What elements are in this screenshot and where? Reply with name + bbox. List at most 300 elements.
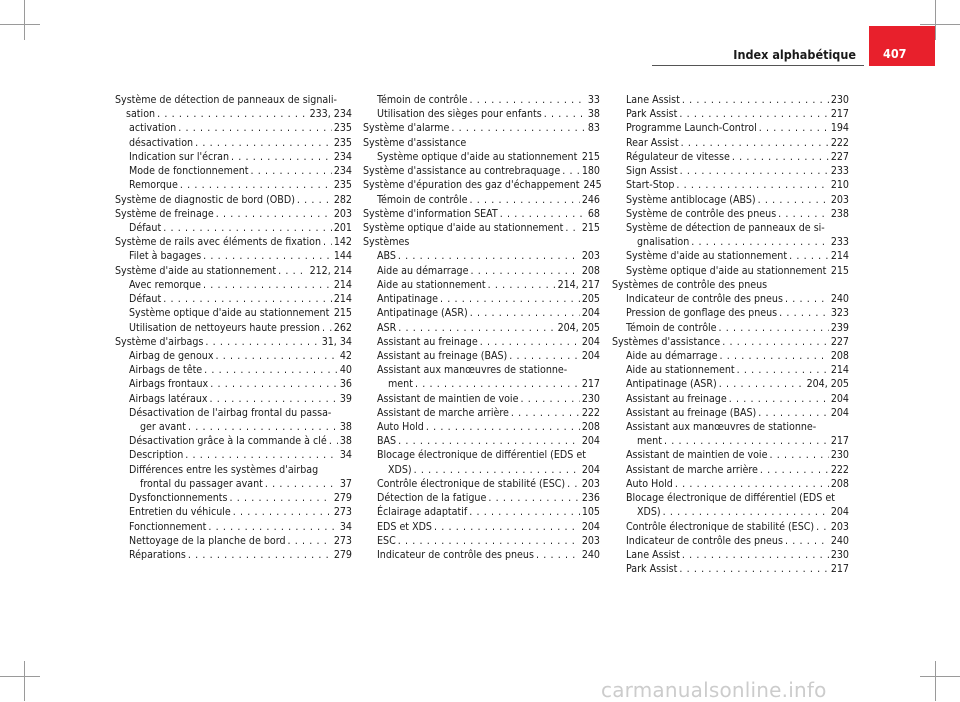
dot-leader: [398, 321, 555, 335]
index-entry: [612, 363, 849, 377]
dot-leader: [157, 107, 308, 121]
index-entry: [115, 335, 352, 349]
index-term: Auto Hold: [626, 477, 673, 491]
index-entry: [363, 349, 600, 363]
index-page-ref: 323: [831, 306, 849, 320]
index-entry: [115, 477, 352, 491]
index-page-ref: 204: [831, 505, 849, 519]
index-entry: [115, 434, 352, 448]
dot-leader: [680, 164, 829, 178]
index-entry: [115, 392, 352, 406]
index-page-ref: 38: [340, 434, 352, 448]
index-term: Régulateur de vitesse: [626, 150, 730, 164]
index-entry: [612, 93, 849, 107]
index-entry: [115, 406, 352, 420]
dot-leader: [675, 477, 829, 491]
index-entry: [612, 505, 849, 519]
dot-leader: [682, 93, 829, 107]
index-page-ref: 204, 205: [558, 321, 600, 335]
index-entry: [115, 221, 352, 235]
index-term: Lane Assist: [626, 93, 680, 107]
dot-leader: [789, 249, 829, 263]
index-term: Assistant aux manœuvres de stationne-: [626, 420, 816, 434]
index-page-ref: 235: [334, 136, 352, 150]
dot-leader: [440, 292, 580, 306]
index-term: XDS): [626, 505, 661, 519]
index-term: Avec remorque: [129, 278, 201, 292]
index-entry: [612, 264, 849, 278]
index-entry: [363, 434, 600, 448]
dot-leader: [469, 505, 580, 519]
index-page-ref: 203: [582, 534, 600, 548]
dot-leader: [231, 150, 332, 164]
index-term: Auto Hold: [377, 420, 424, 434]
index-page-ref: 222: [831, 463, 849, 477]
index-term: Système de rails avec éléments de fixation: [115, 235, 321, 249]
dot-leader: [470, 306, 580, 320]
index-page-ref: 230: [582, 392, 600, 406]
dot-leader: [426, 420, 580, 434]
index-page-ref: 234: [334, 164, 352, 178]
dot-leader: [664, 434, 829, 448]
index-term: Système antiblocage (ABS): [626, 193, 756, 207]
index-term: Assistant au freinage (BAS): [377, 349, 507, 363]
index-page-ref: 37: [340, 477, 352, 491]
index-term: Antipatinage: [377, 292, 438, 306]
index-entry: [612, 406, 849, 420]
index-page-ref: 215: [831, 264, 849, 278]
index-term: ASR: [377, 321, 396, 335]
dot-leader: [180, 178, 332, 192]
dot-leader: [565, 221, 579, 235]
index-page-ref: 204: [582, 335, 600, 349]
dot-leader: [265, 477, 338, 491]
index-page-ref: 215: [582, 221, 600, 235]
index-entry: [363, 207, 600, 221]
dot-leader: [195, 136, 332, 150]
index-page-ref: 217: [831, 434, 849, 448]
index-term: Utilisation des sièges pour enfants: [377, 107, 542, 121]
index-page-ref: 212, 214: [310, 264, 352, 278]
index-entry: [115, 193, 352, 207]
index-term: Contrôle électronique de stabilité (ESC): [626, 520, 814, 534]
index-page-ref: 214: [334, 292, 352, 306]
index-entry: [115, 420, 352, 434]
dot-leader: [414, 463, 580, 477]
dot-leader: [679, 562, 828, 576]
index-term: Systèmes: [363, 235, 409, 249]
index-entry: [612, 164, 849, 178]
index-page-ref: 204: [582, 520, 600, 534]
index-term: Témoin de contrôle: [626, 321, 717, 335]
index-entry: [363, 235, 600, 249]
index-page-ref: 204, 205: [807, 377, 849, 391]
crop-mark: [920, 676, 960, 677]
index-page-ref: 233: [831, 164, 849, 178]
index-page-ref: 222: [831, 136, 849, 150]
index-page-ref: 240: [831, 292, 849, 306]
index-term: Description: [129, 448, 183, 462]
dot-leader: [215, 349, 337, 363]
index-term: Airbag de genoux: [129, 349, 213, 363]
dot-leader: [769, 448, 828, 462]
index-term: Assistant de marche arrière: [377, 406, 509, 420]
index-column-3: [612, 93, 849, 576]
index-entry: [115, 121, 352, 135]
dot-leader: [322, 321, 332, 335]
index-page-ref: 215: [582, 150, 600, 164]
index-term: Désactivation grâce à la commande à clé: [129, 434, 327, 448]
index-entry: [612, 207, 849, 221]
index-entry: [115, 278, 352, 292]
index-page-ref: 203: [582, 249, 600, 263]
header-divider: [652, 65, 864, 66]
index-entry: [363, 292, 600, 306]
index-entry: [612, 292, 849, 306]
index-column-1: [115, 93, 352, 562]
index-term: Rear Assist: [626, 136, 679, 150]
index-entry: [612, 477, 849, 491]
index-page-ref: 203: [831, 193, 849, 207]
index-entry: [612, 121, 849, 135]
index-term: Entretien du véhicule: [129, 505, 231, 519]
index-page-ref: 234: [334, 150, 352, 164]
watermark: carmanualsonline.info: [601, 678, 956, 700]
dot-leader: [737, 363, 829, 377]
index-page-ref: 239: [831, 321, 849, 335]
index-entry: [612, 335, 849, 349]
index-term: Lane Assist: [626, 548, 680, 562]
dot-leader: [470, 264, 579, 278]
index-term: Assistant aux manœuvres de stationne-: [377, 363, 567, 377]
index-term: Système d'épuration des gaz d'échappement: [363, 178, 579, 192]
index-term: Aide au stationnement: [626, 363, 735, 377]
index-page-ref: 240: [831, 534, 849, 548]
index-term: ger avant: [129, 420, 186, 434]
dot-leader: [297, 193, 332, 207]
index-page-ref: 227: [831, 335, 849, 349]
index-page-ref: 273: [334, 505, 352, 519]
index-term: EDS et XDS: [377, 520, 432, 534]
index-term: Programme Launch-Control: [626, 121, 757, 135]
index-page-ref: 262: [334, 321, 352, 335]
index-entry: [612, 178, 849, 192]
dot-leader: [480, 335, 580, 349]
index-entry: [115, 264, 352, 278]
index-term: Assistant de marche arrière: [626, 463, 758, 477]
index-term: Pression de gonflage des pneus: [626, 306, 777, 320]
index-entry: [115, 548, 352, 562]
index-page-ref: 68: [588, 207, 600, 221]
index-page-ref: 230: [831, 548, 849, 562]
index-term: Système de détection de panneaux de signali-: [115, 93, 337, 107]
index-entry: [363, 221, 600, 235]
index-entry: [115, 178, 352, 192]
index-entry: [363, 164, 600, 178]
dot-leader: [816, 520, 829, 534]
index-term: Système d'alarme: [363, 121, 449, 135]
dot-leader: [785, 292, 829, 306]
index-term: Système d'assistance au contrebraquage: [363, 164, 560, 178]
dot-leader: [470, 193, 580, 207]
index-page-ref: 227: [831, 150, 849, 164]
index-term: Système optique d'aide au stationnement: [363, 221, 563, 235]
index-page-ref: 33: [588, 93, 600, 107]
dot-leader: [676, 178, 828, 192]
index-page-ref: 194: [831, 121, 849, 135]
dot-leader: [759, 121, 829, 135]
index-page-ref: 236: [582, 491, 600, 505]
index-page-ref: 240: [582, 548, 600, 562]
crop-mark: [0, 24, 40, 25]
dot-leader: [722, 335, 829, 349]
dot-leader: [233, 505, 332, 519]
index-term: Indicateur de contrôle des pneus: [626, 292, 783, 306]
index-entry: [363, 406, 600, 420]
dot-leader: [251, 164, 332, 178]
index-term: Park Assist: [626, 562, 677, 576]
index-entry: [363, 420, 600, 434]
index-entry: [612, 306, 849, 320]
index-term: Indication sur l'écran: [129, 150, 229, 164]
index-entry: [612, 278, 849, 292]
index-term: Différences entre les systèmes d'airbag: [129, 463, 318, 477]
index-page-ref: 38: [588, 107, 600, 121]
index-page-ref: 214, 217: [558, 278, 600, 292]
index-entry: [612, 520, 849, 534]
dot-leader: [682, 548, 829, 562]
crop-mark: [920, 24, 960, 25]
index-term: ABS: [377, 249, 396, 263]
index-term: Start-Stop: [626, 178, 674, 192]
dot-leader: [434, 520, 580, 534]
dot-leader: [488, 278, 556, 292]
dot-leader: [398, 534, 580, 548]
index-page-ref: 204: [582, 463, 600, 477]
index-page-ref: 273: [334, 534, 352, 548]
dot-leader: [210, 377, 338, 391]
index-entry: [612, 150, 849, 164]
index-entry: [612, 548, 849, 562]
index-page-ref: 38: [340, 420, 352, 434]
index-page-ref: 105: [582, 505, 600, 519]
index-term: Sign Assist: [626, 164, 678, 178]
index-entry: [115, 150, 352, 164]
index-entry: [363, 93, 600, 107]
index-entry: [115, 448, 352, 462]
index-term: Éclairage adaptatif: [377, 505, 467, 519]
index-entry: [612, 420, 849, 434]
index-page-ref: 235: [334, 121, 352, 135]
index-page-ref: 215: [334, 306, 352, 320]
dot-leader: [500, 207, 586, 221]
dot-leader: [451, 121, 586, 135]
dot-leader: [398, 249, 580, 263]
dot-leader: [163, 221, 332, 235]
dot-leader: [536, 548, 580, 562]
index-entry: [612, 448, 849, 462]
index-term: Défaut: [129, 221, 161, 235]
index-page-ref: 144: [334, 249, 352, 263]
index-entry: [363, 477, 600, 491]
index-entry: [115, 235, 352, 249]
dot-leader: [216, 207, 332, 221]
index-term: Filet à bagages: [129, 249, 201, 263]
index-term: Blocage électronique de différentiel (EDS et: [377, 448, 586, 462]
index-entry: [115, 321, 352, 335]
index-term: Dysfonctionnements: [129, 491, 227, 505]
dot-leader: [511, 406, 580, 420]
index-term: désactivation: [129, 136, 193, 150]
index-entry: [115, 292, 352, 306]
dot-leader: [779, 306, 829, 320]
index-term: Airbags latéraux: [129, 392, 208, 406]
dot-leader: [288, 534, 332, 548]
index-entry: [363, 121, 600, 135]
dot-leader: [729, 392, 829, 406]
index-term: Contrôle électronique de stabilité (ESC): [377, 477, 565, 491]
index-term: Blocage électronique de différentiel (EDS et: [626, 491, 835, 505]
index-term: Système de détection de panneaux de si-: [626, 221, 825, 235]
index-entry: [612, 107, 849, 121]
index-term: Système optique d'aide au stationnement: [129, 306, 329, 320]
index-term: Aide au démarrage: [377, 264, 468, 278]
index-term: frontal du passager avant: [129, 477, 263, 491]
index-page-ref: 34: [340, 520, 352, 534]
index-term: Défaut: [129, 292, 161, 306]
index-page-ref: 235: [334, 178, 352, 192]
dot-leader: [210, 392, 338, 406]
index-page-ref: 180: [582, 164, 600, 178]
dot-leader: [229, 491, 331, 505]
index-term: Désactivation de l'airbag frontal du passa-: [129, 406, 331, 420]
dot-leader: [203, 278, 332, 292]
index-term: Système d'assistance: [363, 136, 466, 150]
index-term: Assistant de maintien de voie: [377, 392, 518, 406]
index-entry: [612, 249, 849, 263]
dot-leader: [785, 534, 829, 548]
index-entry: [363, 306, 600, 320]
index-page-ref: 208: [831, 349, 849, 363]
index-term: Assistant au freinage (BAS): [626, 406, 756, 420]
index-entry: [363, 321, 600, 335]
index-page-ref: 204: [831, 392, 849, 406]
index-term: Remorque: [129, 178, 178, 192]
index-entry: [115, 93, 352, 107]
index-term: Système de diagnostic de bord (OBD): [115, 193, 295, 207]
index-page-ref: 142: [334, 235, 352, 249]
index-entry: [612, 221, 849, 235]
index-entry: [363, 335, 600, 349]
index-page-ref: 204: [582, 306, 600, 320]
index-entry: [612, 193, 849, 207]
index-page-ref: 31, 34: [322, 335, 352, 349]
index-page-ref: 34: [340, 448, 352, 462]
index-entry: [115, 249, 352, 263]
page-title: Index alphabétique: [670, 47, 856, 62]
index-page-ref: 282: [334, 193, 352, 207]
dot-leader: [691, 235, 829, 249]
index-page-ref: 203: [831, 520, 849, 534]
index-entry: [363, 548, 600, 562]
index-term: sation: [115, 107, 155, 121]
index-term: Systèmes d'assistance: [612, 335, 720, 349]
index-page-ref: 204: [831, 406, 849, 420]
index-entry: [115, 377, 352, 391]
index-entry: [363, 264, 600, 278]
index-page-ref: 233: [831, 235, 849, 249]
index-page-ref: 203: [334, 207, 352, 221]
index-page-ref: 217: [831, 562, 849, 576]
index-term: Antipatinage (ASR): [626, 377, 717, 391]
index-page-ref: 217: [831, 107, 849, 121]
index-entry: [363, 107, 600, 121]
index-entry: [363, 278, 600, 292]
index-entry: [612, 434, 849, 448]
index-page-ref: 42: [340, 349, 352, 363]
index-page-ref: 36: [340, 377, 352, 391]
dot-leader: [719, 321, 829, 335]
index-entry: [363, 491, 600, 505]
crop-mark: [0, 676, 40, 677]
index-entry: [115, 463, 352, 477]
dot-leader: [204, 363, 338, 377]
dot-leader: [520, 392, 579, 406]
index-term: ESC: [377, 534, 396, 548]
index-page-ref: 208: [582, 264, 600, 278]
dot-leader: [188, 548, 332, 562]
index-page-ref: 201: [334, 221, 352, 235]
index-term: Airbags de tête: [129, 363, 202, 377]
index-term: Antipatinage (ASR): [377, 306, 468, 320]
index-entry: [115, 136, 352, 150]
index-page-ref: 238: [831, 207, 849, 221]
dot-leader: [719, 377, 805, 391]
dot-leader: [719, 349, 828, 363]
index-entry: [115, 534, 352, 548]
dot-leader: [562, 164, 580, 178]
index-entry: [612, 562, 849, 576]
dot-leader: [163, 292, 332, 306]
dot-leader: [188, 420, 338, 434]
index-entry: [363, 505, 600, 519]
index-page-ref: 39: [340, 392, 352, 406]
index-term: BAS: [377, 434, 396, 448]
index-page-ref: 217: [582, 377, 600, 391]
index-entry: [612, 136, 849, 150]
index-page-ref: 208: [831, 477, 849, 491]
index-page-ref: 204: [582, 349, 600, 363]
index-page-ref: 214: [831, 363, 849, 377]
dot-leader: [203, 249, 332, 263]
index-term: Indicateur de contrôle des pneus: [626, 534, 783, 548]
index-page-ref: 40: [340, 363, 352, 377]
dot-leader: [415, 377, 580, 391]
index-entry: [612, 377, 849, 391]
index-page-ref: 214: [831, 249, 849, 263]
dot-leader: [544, 107, 586, 121]
index-entry: [115, 349, 352, 363]
index-page-ref: 83: [588, 121, 600, 135]
dot-leader: [323, 235, 332, 249]
index-term: Aide au stationnement: [377, 278, 486, 292]
index-term: ment: [626, 434, 662, 448]
dot-leader: [205, 335, 319, 349]
index-entry: [612, 349, 849, 363]
index-entry: [363, 193, 600, 207]
index-page-ref: 214: [334, 278, 352, 292]
index-term: gnalisation: [626, 235, 689, 249]
